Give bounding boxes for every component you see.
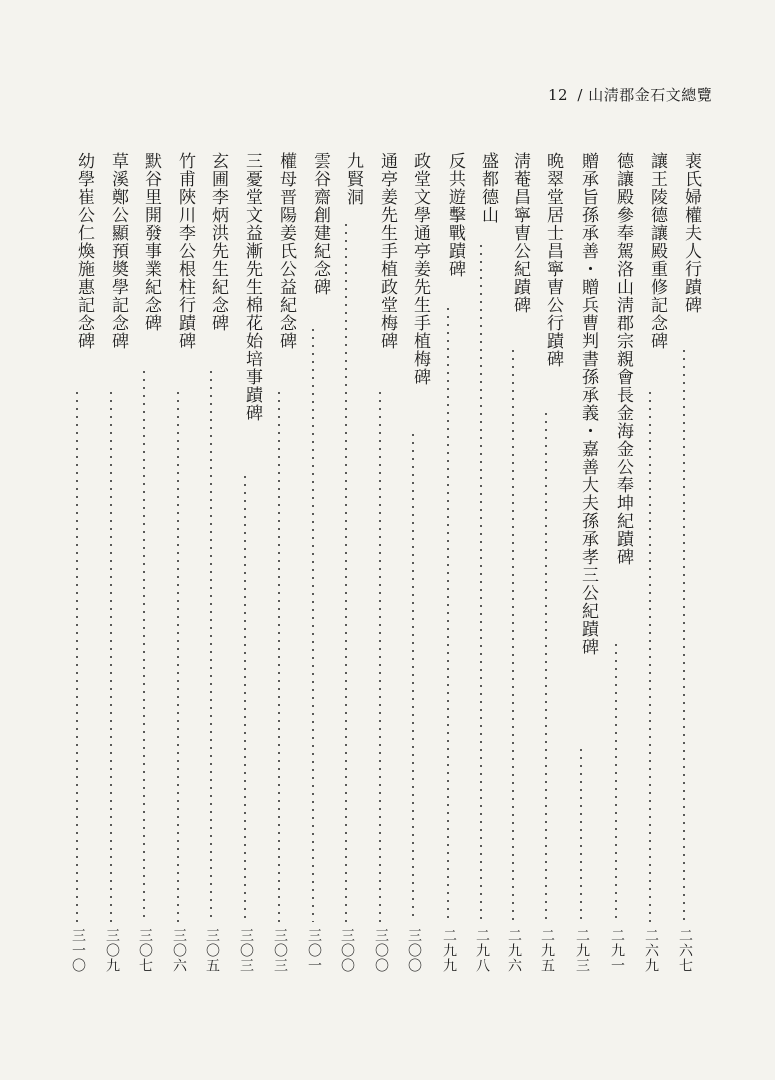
- toc-entry-title-line: 德讓殿參奉駕洛山淸郡宗親會長金海金公奉坤紀蹟碑: [613, 152, 633, 566]
- toc-entry-title: [402, 152, 430, 1012]
- toc-page-number: 三一〇: [70, 928, 86, 973]
- toc-entry: [268, 152, 296, 1032]
- toc-entry-title: [133, 152, 161, 1012]
- toc-entry: [437, 152, 465, 1032]
- toc-entry-title: [66, 152, 94, 1012]
- leader-dots: [378, 389, 382, 922]
- toc-entry-title: [200, 152, 228, 1012]
- toc-page-number: 二六七: [677, 928, 693, 973]
- toc-entry-title-line: 晩翠堂居士昌寧曺公行蹟碑: [543, 152, 563, 368]
- toc-entry-title-line: 默谷里開發事業紀念碑: [141, 152, 161, 332]
- toc-entry-title-line: 淸菴昌寧曺公紀蹟碑: [510, 152, 530, 314]
- toc-entry: [639, 152, 667, 1032]
- toc-entry: [605, 152, 633, 1032]
- toc-page-number: 三〇三: [272, 928, 288, 973]
- toc-page-number: 三〇五: [204, 928, 220, 973]
- toc-entry-title-line: 裵氏婦權夫人行蹟碑: [681, 152, 701, 314]
- toc-entry: [502, 152, 530, 1032]
- toc-entry: [335, 152, 363, 1032]
- toc-page-number: 三〇三: [238, 928, 254, 973]
- toc-entry: [200, 152, 228, 1032]
- toc-entry-title-line: 通亭姜先生手植政堂梅碑: [377, 152, 397, 350]
- toc-entry: [234, 152, 262, 1032]
- leader-dots: [682, 347, 686, 922]
- toc-page-number: 三〇〇: [339, 928, 355, 973]
- header-separator: /: [577, 86, 583, 104]
- toc-entry-title: [673, 152, 701, 1012]
- toc-entry-title: [302, 152, 330, 1012]
- toc-entry-title-line: 盛都德山: [478, 152, 498, 224]
- leader-dots: [277, 389, 281, 922]
- toc-entry-title: [570, 152, 598, 1012]
- toc-entry-title-line: 反共遊擊戰蹟碑: [445, 152, 465, 278]
- toc-page-number: 二九五: [539, 928, 555, 973]
- leader-dots: [614, 641, 618, 922]
- toc-page-number: 二九三: [574, 928, 590, 973]
- toc-entry: [570, 152, 598, 1032]
- toc-entry-title: [167, 152, 195, 1012]
- toc-page-number: 二九八: [474, 928, 490, 973]
- toc-entry: [167, 152, 195, 1032]
- toc-page-number: 三〇六: [171, 928, 187, 973]
- leader-dots: [446, 305, 450, 922]
- toc-entry-title-line: 幼學崔公仁煥施惠記念碑: [74, 152, 94, 350]
- leader-dots: [75, 389, 79, 922]
- toc-entry: [66, 152, 94, 1032]
- toc-entry-title-line: 政堂文學通亭姜先生手植梅碑: [410, 152, 430, 386]
- toc-page-number: 三〇一: [306, 928, 322, 973]
- toc-page-number: 三〇七: [137, 928, 153, 973]
- leader-dots: [511, 347, 515, 922]
- toc-entry-title-line: 讓王陵德讓殿重修記念碑: [647, 152, 667, 350]
- leader-dots: [209, 368, 213, 922]
- toc-entry: [369, 152, 397, 1032]
- toc-entry-title: [502, 152, 530, 1012]
- page-number: 12: [548, 86, 569, 104]
- toc-entry-title: [535, 152, 563, 1012]
- toc-page-number: 二九六: [506, 928, 522, 973]
- toc-entry-title-line: 三憂堂文益漸先生棉花始培事蹟碑: [242, 152, 262, 422]
- toc-entry: [302, 152, 330, 1032]
- leader-dots: [243, 473, 247, 922]
- toc-entry-title: [335, 152, 363, 1012]
- toc-entry: [470, 152, 498, 1032]
- leader-dots: [479, 242, 483, 922]
- toc-entry-title-line: 草溪鄭公顯預奬學記念碑: [108, 152, 128, 350]
- toc-entry-title: [639, 152, 667, 1012]
- toc-page-number: 二九一: [609, 928, 625, 973]
- leader-dots: [579, 746, 583, 922]
- toc-entry-title-line: 贈承旨孫承善・贈兵曹判書孫承義・嘉善大夫孫承孝三公紀蹟碑: [578, 152, 598, 656]
- toc-page-number: 二九九: [441, 928, 457, 973]
- toc-entry-title: [268, 152, 296, 1012]
- toc-entry-title: [369, 152, 397, 1012]
- toc-entry-title: [234, 152, 262, 1012]
- leader-dots: [176, 389, 180, 922]
- toc-entry: [133, 152, 161, 1032]
- toc-entry-title-line: 雲谷齋創建紀念碑: [310, 152, 330, 296]
- toc-page-number: 三〇〇: [373, 928, 389, 973]
- leader-dots: [344, 221, 348, 922]
- toc-entry-title-line: 權母晋陽姜氏公益紀念碑: [276, 152, 296, 350]
- toc-entry-title: [470, 152, 498, 1012]
- toc-entry-title: [605, 152, 633, 1012]
- toc-entry: [535, 152, 563, 1032]
- leader-dots: [142, 368, 146, 922]
- toc-entry-title-line: 竹甫陜川李公根柱行蹟碑: [175, 152, 195, 350]
- leader-dots: [648, 389, 652, 922]
- toc-page-number: 三〇〇: [406, 928, 422, 973]
- toc-page-number: 二六九: [643, 928, 659, 973]
- toc-entry-title: [437, 152, 465, 1012]
- book-title: 山淸郡金石文總覽: [588, 86, 713, 104]
- toc-entry-title-line: 玄圃李炳洪先生紀念碑: [208, 152, 228, 332]
- toc-entry: [402, 152, 430, 1032]
- leader-dots: [411, 431, 415, 922]
- leader-dots: [109, 389, 113, 922]
- toc-entry: [673, 152, 701, 1032]
- toc-entry-title: [100, 152, 128, 1012]
- toc-page-number: 三〇九: [104, 928, 120, 973]
- leader-dots: [544, 410, 548, 922]
- toc-entry-title-line: 九賢洞: [343, 152, 363, 206]
- leader-dots: [311, 326, 315, 922]
- toc-entry: [100, 152, 128, 1032]
